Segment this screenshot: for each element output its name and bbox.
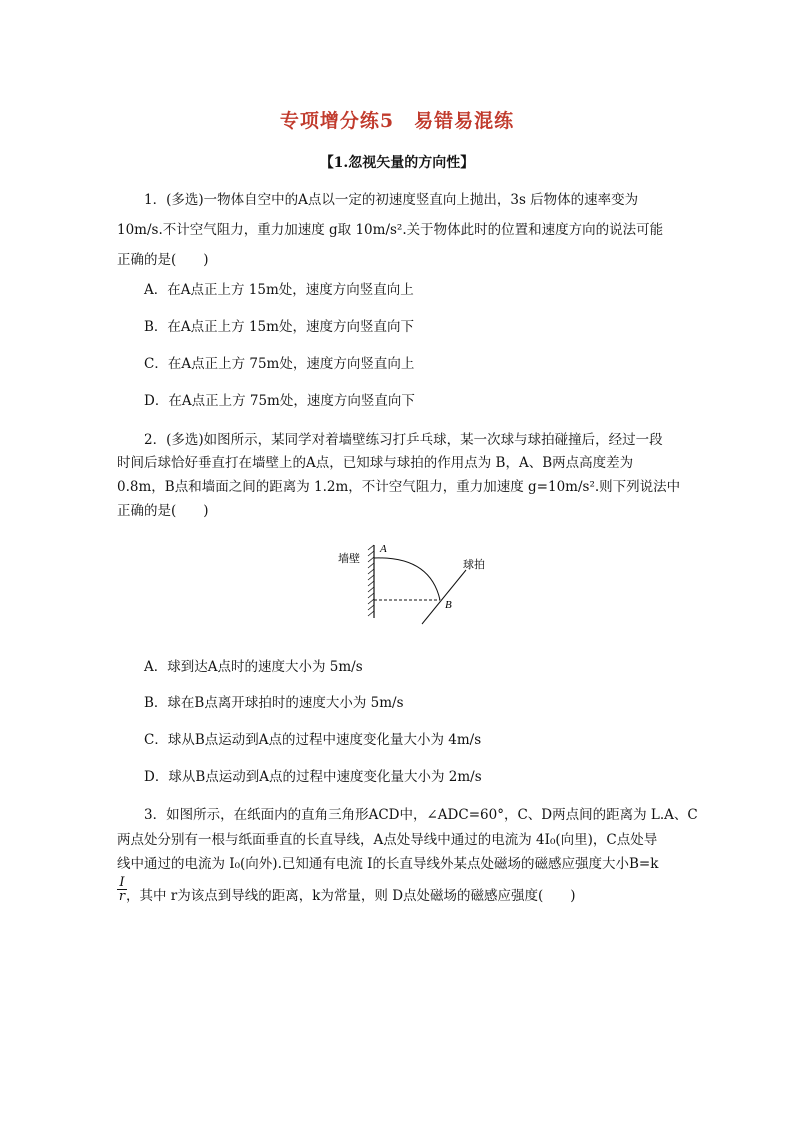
- page-title: 专项增分练5 易错易混练: [279, 110, 515, 132]
- q1-line2: 10m/s.不计空气阻力，重力加速度 g取 10m/s².关于物体此时的位置和速度方向的说法可能: [117, 222, 664, 238]
- q1-option-a: A．在A点正上方 15m处，速度方向竖直向上: [144, 282, 414, 298]
- q1-option-c: C．在A点正上方 75m处，速度方向竖直向上: [144, 356, 415, 372]
- q1-line3: 正确的是( ): [117, 252, 209, 268]
- q1-line1: 1．(多选)一物体自空中的A点以一定的初速度竖直向上抛出，3s 后物体的速率变为: [144, 192, 639, 208]
- q1-option-b: B．在A点正上方 15m处，速度方向竖直向下: [144, 319, 414, 335]
- racket-label: 球拍: [463, 559, 485, 571]
- wall-racket-figure: [330, 530, 500, 630]
- q3-line1: 3．如图所示，在纸面内的直角三角形ACD中，∠ADC=60°，C、D两点间的距离为 L.A、C: [144, 807, 698, 823]
- point-a-label: A: [380, 543, 387, 555]
- q2-option-b: B．球在B点离开球拍时的速度大小为 5m/s: [144, 695, 404, 711]
- q3-line3: 线中通过的电流为 I₀(向外).已知通有电流 I的长直导线外某点处磁场的磁感应强度大小B=k: [117, 856, 659, 872]
- q2-line4: 正确的是( ): [117, 503, 209, 519]
- q2-line3: 0.8m，B点和墙面之间的距离为 1.2m，不计空气阻力，重力加速度 g=10m/s².则下列说法中: [117, 479, 681, 495]
- q3-line2: 两点处分别有一根与纸面垂直的长直导线，A点处导线中通过的电流为 4I₀(向里)，C点处导: [117, 832, 658, 848]
- q2-option-a: A．球到达A点时的速度大小为 5m/s: [144, 659, 363, 675]
- q2-line1: 2．(多选)如图所示，某同学对着墙壁练习打乒乓球，某一次球与球拍碰撞后，经过一段: [144, 432, 663, 448]
- wall-label: 墙壁: [338, 553, 360, 565]
- q1-option-d: D．在A点正上方 75m处，速度方向竖直向下: [144, 393, 415, 409]
- q2-option-c: C．球从B点运动到A点的过程中速度变化量大小为 4m/s: [144, 732, 482, 748]
- wall-hatch: [368, 545, 374, 616]
- fraction-numerator: I: [117, 876, 127, 890]
- point-b-label: B: [445, 599, 452, 611]
- q2-option-d: D．球从B点运动到A点的过程中速度变化量大小为 2m/s: [144, 769, 482, 785]
- racket-line: [422, 570, 466, 624]
- fraction-denominator: r: [118, 889, 126, 904]
- section-heading: 【1.忽视矢量的方向性】: [319, 155, 475, 171]
- q3-line4: ，其中 r为该点到导线的距离，k为常量，则 D点处磁场的磁感应强度( ): [126, 888, 576, 904]
- q2-line2: 时间后球恰好垂直打在墙壁上的A点，已知球与球拍的作用点为 B，A、B两点高度差为: [117, 455, 634, 471]
- trajectory-arc: [374, 558, 440, 600]
